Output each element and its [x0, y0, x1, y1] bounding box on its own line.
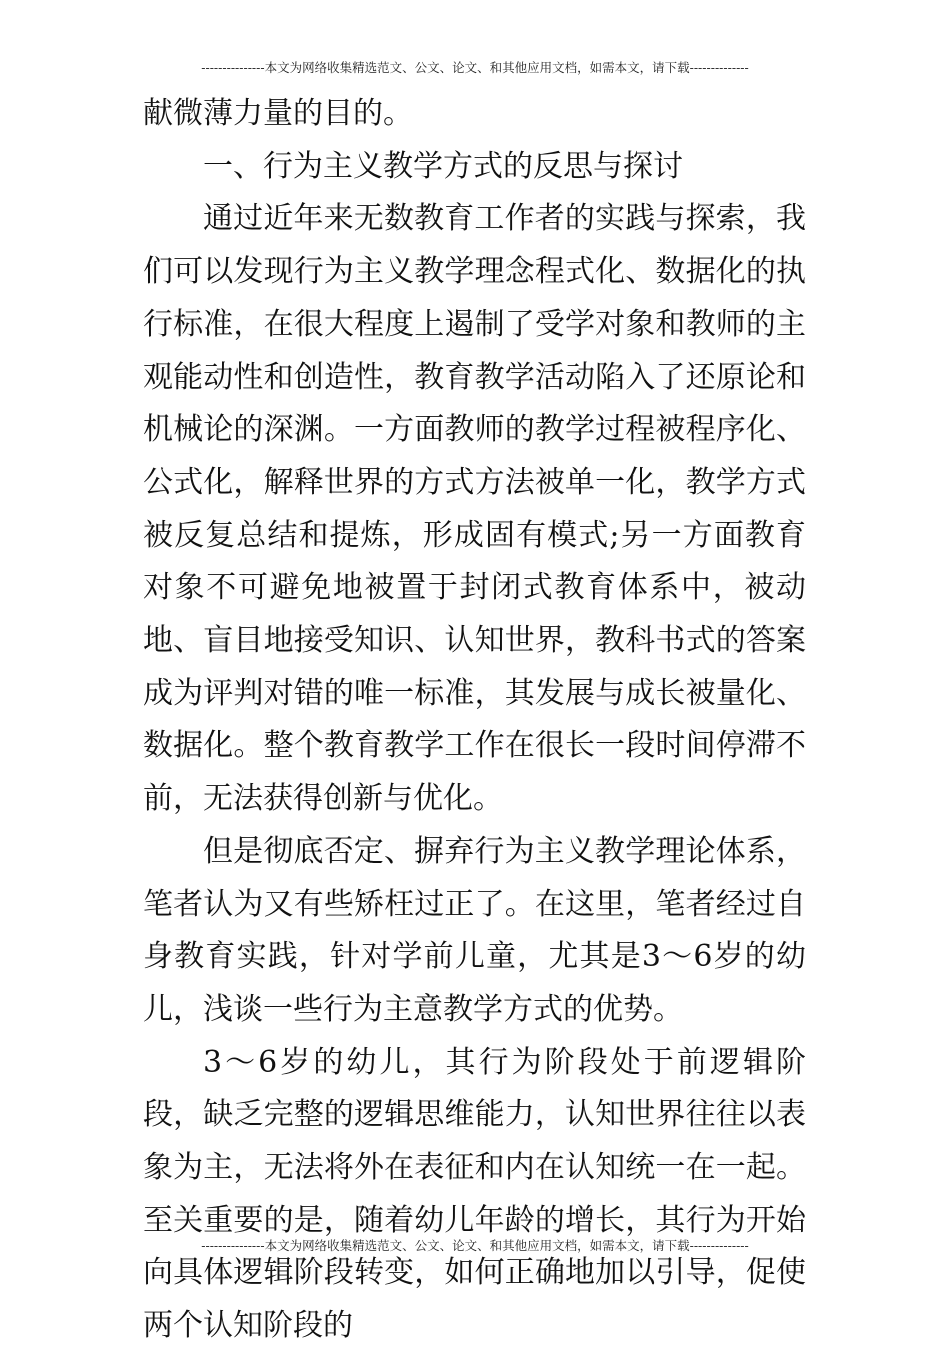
header-banner: ---------------本文为网络收集精选范文、公文、论文、和其他应用文档，如需本文，请下载-------------- — [201, 60, 749, 75]
paragraph-continuation: 献微薄力量的目的。 — [143, 96, 413, 131]
document-body — [143, 88, 806, 1353]
paragraph: 但是彻底否定、摒弃行为主义教学理论体系，笔者认为又有些矫枉过正了。在这里，笔者经过自身教育实践，针对学前儿童，尤其是3～6岁的幼儿，浅谈一些行为主意教学方式的优势。 — [143, 833, 806, 1027]
footer-banner: ---------------本文为网络收集精选范文、公文、论文、和其他应用文档，如需本文，请下载-------------- — [201, 1238, 749, 1253]
paragraph: 通过近年来无数教育工作者的实践与探索，我们可以发现行为主义教学理念程式化、数据化的执行标准，在很大程度上遏制了受学对象和教师的主观能动性和创造性，教育教学活动陷入了还原论和机械论的深渊。一方面教师的教学过程被程序化、公式化，解释世界的方式方法被单一化，教学方式被反复总结和提炼，形成固有模式;另一方面教育对象不可避免地被置于封闭式教育体系中，被动地、盲目地接受知识、认知世界，教科书式的答案成为评判对错的唯一标准，其发展与成长被量化、数据化。整个教育教学工作在很长一段时间停滞不前，无法获得创新与优化。 — [143, 201, 806, 817]
section-heading: 一、行为主义教学方式的反思与探讨 — [203, 148, 683, 184]
paragraph: 3～6岁的幼儿，其行为阶段处于前逻辑阶段，缺乏完整的逻辑思维能力，认知世界往往以表象为主，无法将外在表征和内在认知统一在一起。至关重要的是，随着幼儿年龄的增长，其行为开始向具体逻辑阶段转变，如何正确地加以引导，促使两个认知阶段的 — [143, 1044, 806, 1344]
